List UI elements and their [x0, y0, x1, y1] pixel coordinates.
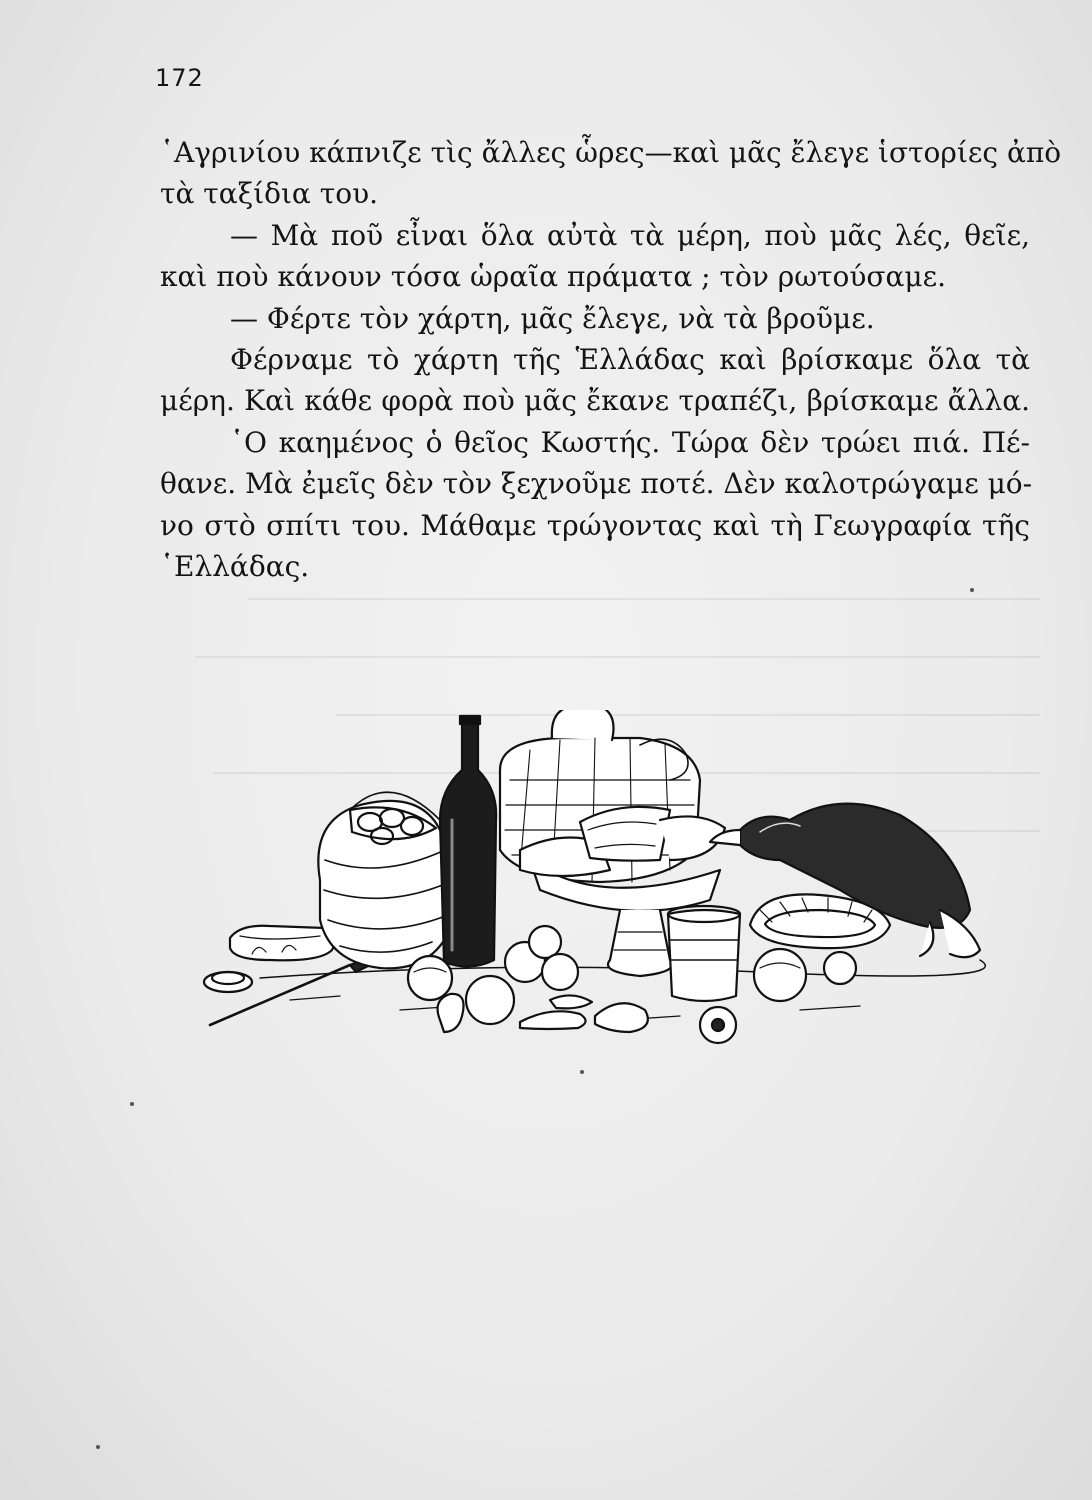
speck — [970, 588, 974, 592]
page-number: 172 — [155, 64, 204, 92]
still-life-drawing — [200, 710, 1000, 1050]
text-line-7: μέρη. Καὶ κάθε φορὰ ποὺ μᾶς ἔκανε τραπέζι, βρίσκαμε ἄλλα. — [160, 384, 1030, 418]
text-line-4: καὶ ποὺ κάνουν τόσα ὡραῖα πράματα ; τὸν ρωτούσαμε. — [160, 260, 947, 294]
speck — [130, 1102, 134, 1106]
body-text — [160, 132, 1062, 587]
text-line-8: ῾Ο καημένος ὁ θεῖος Κωστής. Τώρα δὲν τρώει πιά. Πέ- — [230, 425, 1030, 459]
text-line-1: ῾Αγρινίου κάπνιζε τὶς ἄλλες ὧρες—καὶ μᾶς ἔλεγε ἱστορίες ἀπὸ — [160, 136, 1062, 169]
text-line-9: θανε. Μὰ ἐμεῖς δὲν τὸν ξεχνοῦμε ποτέ. Δὲν καλοτρώγαμε μό- — [160, 467, 1033, 501]
text-line-3: — Μὰ ποῦ εἶναι ὅλα αὐτὰ τὰ μέρη, ποὺ μᾶς λές, θεῖε, — [230, 218, 1030, 252]
text-line-6: Φέρναμε τὸ χάρτη τῆς Ἑλλάδας καὶ βρίσκαμε ὅλα τὰ — [230, 343, 1030, 377]
text-line-5: — Φέρτε τὸν χάρτη, μᾶς ἔλεγε, νὰ τὰ βροῦμε. — [230, 301, 875, 335]
text-line-11: ῾Ελλάδας. — [160, 550, 310, 584]
text-line-2: τὰ ταξίδια του. — [160, 177, 379, 211]
speck — [96, 1445, 100, 1449]
text-line-10: νο στὸ σπίτι του. Μάθαμε τρώγοντας καὶ τὴ Γεωγραφία τῆς — [160, 508, 1030, 542]
speck — [580, 1070, 584, 1074]
still-life-illustration — [200, 710, 1000, 1050]
